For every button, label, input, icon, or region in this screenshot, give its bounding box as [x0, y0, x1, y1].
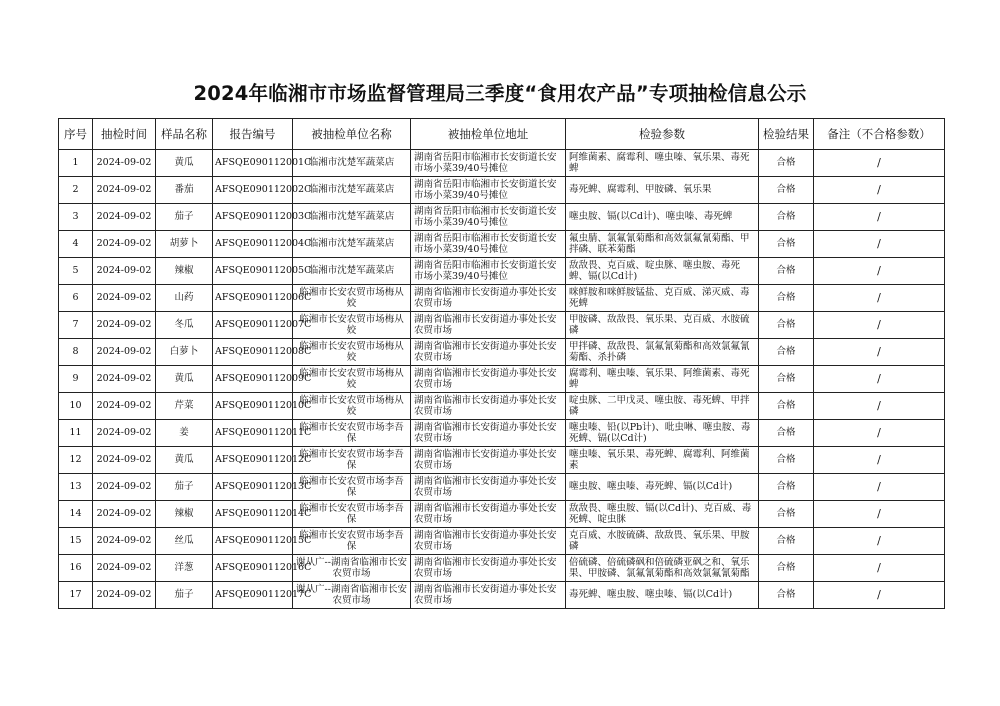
cell-date: 2024-09-02	[93, 231, 156, 258]
cell-note: /	[814, 501, 945, 528]
cell-report: AFSQE090112003C	[213, 204, 293, 231]
cell-note: /	[814, 366, 945, 393]
table-row	[59, 528, 945, 555]
cell-params: 敌敌畏、噻虫胺、镉(以Cd计)、克百威、毒死蜱、啶虫脒	[566, 501, 759, 528]
table-row	[59, 447, 945, 474]
cell-report: AFSQE090112006C	[213, 285, 293, 312]
cell-params: 氟虫腈、氯氟氰菊酯和高效氯氟氰菊酯、甲拌磷、联苯菊酯	[566, 231, 759, 258]
cell-no: 14	[59, 501, 93, 528]
cell-params: 噻虫胺、噻虫嗪、毒死蜱、镉(以Cd计)	[566, 474, 759, 501]
cell-report: AFSQE090112004C	[213, 231, 293, 258]
header-no: 序号	[59, 119, 93, 150]
table-row	[59, 474, 945, 501]
table-row	[59, 231, 945, 258]
cell-address: 湖南省临湘市长安街道办事处长安农贸市场	[411, 555, 566, 582]
cell-date: 2024-09-02	[93, 312, 156, 339]
cell-params: 克百威、水胺硫磷、敌敌畏、氧乐果、甲胺磷	[566, 528, 759, 555]
table-row	[59, 285, 945, 312]
cell-address: 湖南省临湘市长安街道办事处长安农贸市场	[411, 420, 566, 447]
cell-params: 啶虫脒、二甲戊灵、噻虫胺、毒死蜱、甲拌磷	[566, 393, 759, 420]
table-row	[59, 204, 945, 231]
cell-address: 湖南省临湘市长安街道办事处长安农贸市场	[411, 474, 566, 501]
cell-params: 阿维菌素、腐霉利、噻虫嗪、氧乐果、毒死蜱	[566, 150, 759, 177]
cell-note: /	[814, 528, 945, 555]
table-row	[59, 312, 945, 339]
table-row	[59, 177, 945, 204]
cell-result: 合格	[759, 177, 814, 204]
cell-result: 合格	[759, 474, 814, 501]
cell-report: AFSQE090112001C	[213, 150, 293, 177]
cell-date: 2024-09-02	[93, 339, 156, 366]
table-row	[59, 366, 945, 393]
cell-unit: 谢从广--湖南省临湘市长安农贸市场	[293, 582, 411, 609]
table-row	[59, 582, 945, 609]
cell-result: 合格	[759, 582, 814, 609]
cell-no: 16	[59, 555, 93, 582]
cell-note: /	[814, 339, 945, 366]
cell-no: 4	[59, 231, 93, 258]
cell-sample: 洋葱	[156, 555, 213, 582]
inspection-table	[58, 118, 945, 609]
cell-note: /	[814, 258, 945, 285]
cell-unit: 临湘市长安农贸市场李吾保	[293, 420, 411, 447]
cell-sample: 黄瓜	[156, 150, 213, 177]
header-report: 报告编号	[213, 119, 293, 150]
cell-note: /	[814, 555, 945, 582]
cell-unit: 临湘市沈楚军蔬菜店	[293, 150, 411, 177]
cell-report: AFSQE090112014C	[213, 501, 293, 528]
cell-no: 8	[59, 339, 93, 366]
cell-params: 倍硫磷、倍硫磷砜和倍硫磷亚砜之和、氧乐果、甲胺磷、氯氟氰菊酯和高效氯氟氰菊酯	[566, 555, 759, 582]
cell-sample: 辣椒	[156, 258, 213, 285]
cell-sample: 茄子	[156, 582, 213, 609]
cell-address: 湖南省临湘市长安街道办事处长安农贸市场	[411, 582, 566, 609]
cell-address: 湖南省临湘市长安街道办事处长安农贸市场	[411, 285, 566, 312]
header-note: 备注（不合格参数）	[814, 119, 945, 150]
cell-result: 合格	[759, 285, 814, 312]
cell-unit: 临湘市长安农贸市场李吾保	[293, 447, 411, 474]
cell-no: 9	[59, 366, 93, 393]
cell-result: 合格	[759, 501, 814, 528]
cell-unit: 临湘市长安农贸市场李吾保	[293, 501, 411, 528]
cell-sample: 山药	[156, 285, 213, 312]
cell-unit: 临湘市长安农贸市场梅从姣	[293, 393, 411, 420]
cell-note: /	[814, 393, 945, 420]
cell-address: 湖南省岳阳市临湘市长安街道长安市场小菜39/40号摊位	[411, 150, 566, 177]
cell-params: 敌敌畏、克百威、啶虫脒、噻虫胺、毒死蜱、镉(以Cd计)	[566, 258, 759, 285]
cell-no: 7	[59, 312, 93, 339]
cell-note: /	[814, 474, 945, 501]
cell-no: 12	[59, 447, 93, 474]
cell-date: 2024-09-02	[93, 447, 156, 474]
cell-unit: 临湘市长安农贸市场梅从姣	[293, 339, 411, 366]
header-unit: 被抽检单位名称	[293, 119, 411, 150]
cell-params: 噻虫嗪、铅(以Pb计)、吡虫啉、噻虫胺、毒死蜱、镉(以Cd计)	[566, 420, 759, 447]
cell-result: 合格	[759, 339, 814, 366]
cell-sample: 芹菜	[156, 393, 213, 420]
cell-address: 湖南省临湘市长安街道办事处长安农贸市场	[411, 339, 566, 366]
cell-report: AFSQE090112012C	[213, 447, 293, 474]
cell-address: 湖南省岳阳市临湘市长安街道长安市场小菜39/40号摊位	[411, 204, 566, 231]
cell-note: /	[814, 177, 945, 204]
cell-date: 2024-09-02	[93, 420, 156, 447]
cell-unit: 临湘市长安农贸市场李吾保	[293, 528, 411, 555]
cell-params: 噻虫嗪、氧乐果、毒死蜱、腐霉利、阿维菌素	[566, 447, 759, 474]
cell-result: 合格	[759, 420, 814, 447]
cell-report: AFSQE090112005C	[213, 258, 293, 285]
cell-address: 湖南省临湘市长安街道办事处长安农贸市场	[411, 528, 566, 555]
header-sample: 样品名称	[156, 119, 213, 150]
cell-sample: 胡萝卜	[156, 231, 213, 258]
cell-report: AFSQE090112002C	[213, 177, 293, 204]
table-header-row	[59, 119, 945, 150]
cell-date: 2024-09-02	[93, 285, 156, 312]
cell-unit: 临湘市沈楚军蔬菜店	[293, 258, 411, 285]
cell-note: /	[814, 285, 945, 312]
cell-note: /	[814, 582, 945, 609]
cell-date: 2024-09-02	[93, 258, 156, 285]
header-date: 抽检时间	[93, 119, 156, 150]
cell-address: 湖南省临湘市长安街道办事处长安农贸市场	[411, 447, 566, 474]
cell-params: 毒死蜱、噻虫胺、噻虫嗪、镉(以Cd计)	[566, 582, 759, 609]
cell-sample: 姜	[156, 420, 213, 447]
cell-sample: 丝瓜	[156, 528, 213, 555]
cell-report: AFSQE090112007C	[213, 312, 293, 339]
cell-date: 2024-09-02	[93, 555, 156, 582]
cell-result: 合格	[759, 555, 814, 582]
table-row	[59, 150, 945, 177]
cell-no: 2	[59, 177, 93, 204]
cell-no: 3	[59, 204, 93, 231]
cell-params: 噻虫胺、镉(以Cd计)、噻虫嗪、毒死蜱	[566, 204, 759, 231]
cell-no: 11	[59, 420, 93, 447]
cell-sample: 辣椒	[156, 501, 213, 528]
cell-no: 17	[59, 582, 93, 609]
cell-result: 合格	[759, 447, 814, 474]
cell-date: 2024-09-02	[93, 393, 156, 420]
header-params: 检验参数	[566, 119, 759, 150]
cell-date: 2024-09-02	[93, 366, 156, 393]
cell-address: 湖南省临湘市长安街道办事处长安农贸市场	[411, 393, 566, 420]
cell-report: AFSQE090112009C	[213, 366, 293, 393]
cell-no: 13	[59, 474, 93, 501]
cell-note: /	[814, 204, 945, 231]
cell-unit: 临湘市沈楚军蔬菜店	[293, 177, 411, 204]
cell-report: AFSQE090112011C	[213, 420, 293, 447]
cell-params: 甲胺磷、敌敌畏、氧乐果、克百威、水胺硫磷	[566, 312, 759, 339]
cell-date: 2024-09-02	[93, 204, 156, 231]
header-address: 被抽检单位地址	[411, 119, 566, 150]
cell-note: /	[814, 420, 945, 447]
cell-sample: 黄瓜	[156, 447, 213, 474]
table-row	[59, 339, 945, 366]
cell-address: 湖南省岳阳市临湘市长安街道长安市场小菜39/40号摊位	[411, 177, 566, 204]
cell-result: 合格	[759, 231, 814, 258]
cell-note: /	[814, 447, 945, 474]
cell-result: 合格	[759, 258, 814, 285]
table-row	[59, 420, 945, 447]
cell-no: 1	[59, 150, 93, 177]
table-row	[59, 258, 945, 285]
cell-report: AFSQE090112013C	[213, 474, 293, 501]
cell-unit: 谢从广--湖南省临湘市长安农贸市场	[293, 555, 411, 582]
cell-date: 2024-09-02	[93, 501, 156, 528]
cell-report: AFSQE090112010C	[213, 393, 293, 420]
cell-no: 15	[59, 528, 93, 555]
cell-address: 湖南省临湘市长安街道办事处长安农贸市场	[411, 312, 566, 339]
cell-date: 2024-09-02	[93, 474, 156, 501]
cell-report: AFSQE090112008C	[213, 339, 293, 366]
table-row	[59, 393, 945, 420]
cell-no: 5	[59, 258, 93, 285]
table-row	[59, 555, 945, 582]
cell-note: /	[814, 150, 945, 177]
cell-sample: 番茄	[156, 177, 213, 204]
cell-sample: 白萝卜	[156, 339, 213, 366]
cell-params: 毒死蜱、腐霉利、甲胺磷、氧乐果	[566, 177, 759, 204]
cell-unit: 临湘市长安农贸市场梅从姣	[293, 285, 411, 312]
cell-sample: 冬瓜	[156, 312, 213, 339]
cell-unit: 临湘市长安农贸市场梅从姣	[293, 312, 411, 339]
table-row	[59, 501, 945, 528]
cell-note: /	[814, 312, 945, 339]
cell-report: AFSQE090112016C	[213, 555, 293, 582]
cell-params: 咪鲜胺和咪鲜胺锰盐、克百威、涕灭威、毒死蜱	[566, 285, 759, 312]
cell-address: 湖南省临湘市长安街道办事处长安农贸市场	[411, 501, 566, 528]
cell-sample: 茄子	[156, 474, 213, 501]
cell-date: 2024-09-02	[93, 528, 156, 555]
cell-result: 合格	[759, 528, 814, 555]
cell-date: 2024-09-02	[93, 150, 156, 177]
cell-result: 合格	[759, 150, 814, 177]
cell-note: /	[814, 231, 945, 258]
cell-sample: 茄子	[156, 204, 213, 231]
cell-date: 2024-09-02	[93, 582, 156, 609]
cell-address: 湖南省临湘市长安街道办事处长安农贸市场	[411, 366, 566, 393]
cell-params: 腐霉利、噻虫嗪、氧乐果、阿维菌素、毒死蜱	[566, 366, 759, 393]
cell-report: AFSQE090112015C	[213, 528, 293, 555]
cell-sample: 黄瓜	[156, 366, 213, 393]
cell-address: 湖南省岳阳市临湘市长安街道长安市场小菜39/40号摊位	[411, 231, 566, 258]
cell-unit: 临湘市长安农贸市场梅从姣	[293, 366, 411, 393]
cell-address: 湖南省岳阳市临湘市长安街道长安市场小菜39/40号摊位	[411, 258, 566, 285]
cell-report: AFSQE090112017C	[213, 582, 293, 609]
page-title: 2024年临湘市市场监督管理局三季度“食用农产品”专项抽检信息公示	[193, 82, 807, 105]
cell-date: 2024-09-02	[93, 177, 156, 204]
cell-no: 6	[59, 285, 93, 312]
cell-result: 合格	[759, 312, 814, 339]
cell-unit: 临湘市沈楚军蔬菜店	[293, 231, 411, 258]
cell-result: 合格	[759, 393, 814, 420]
cell-unit: 临湘市长安农贸市场李吾保	[293, 474, 411, 501]
cell-params: 甲拌磷、敌敌畏、氯氟氰菊酯和高效氯氟氰菊酯、杀扑磷	[566, 339, 759, 366]
header-result: 检验结果	[759, 119, 814, 150]
cell-result: 合格	[759, 366, 814, 393]
cell-unit: 临湘市沈楚军蔬菜店	[293, 204, 411, 231]
cell-result: 合格	[759, 204, 814, 231]
cell-no: 10	[59, 393, 93, 420]
